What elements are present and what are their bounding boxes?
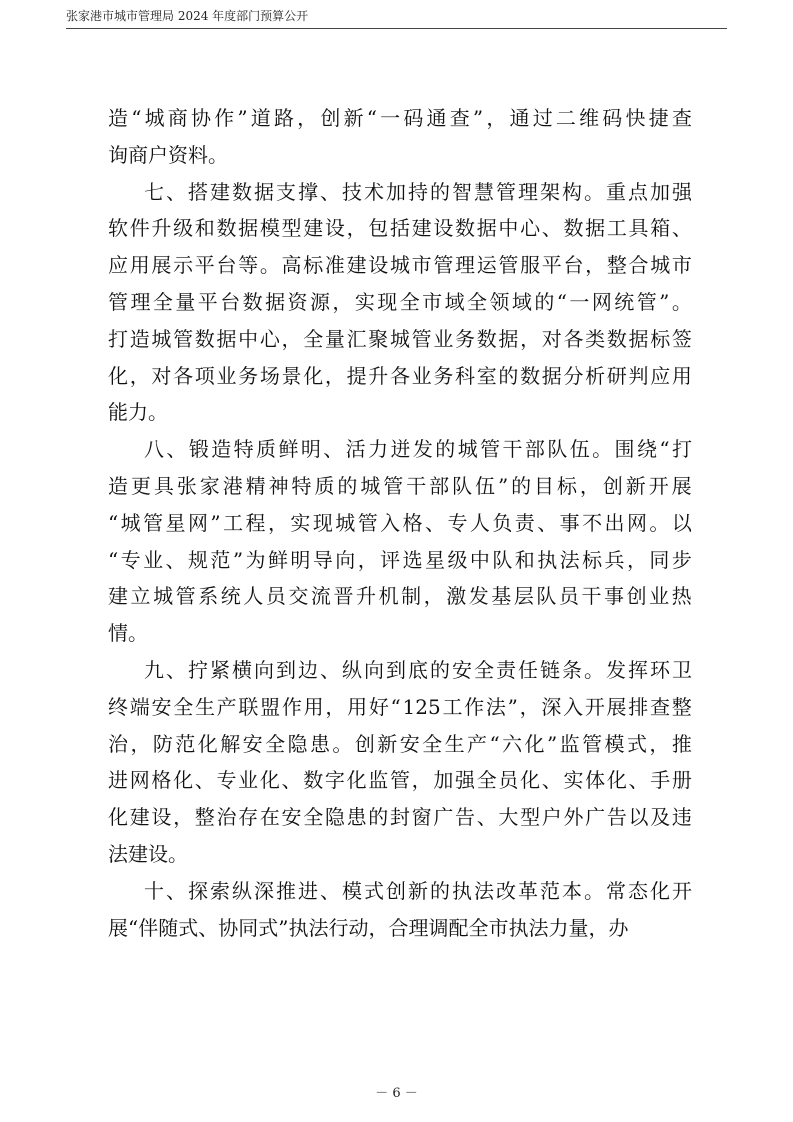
paragraph-line: 应 用 展 示 平 台 等 。 高 标 准 建 设 城 市 管 理 运 管 服 平 台 ， 整 合 城 市 (108, 253, 692, 278)
paragraph-line: 管 理 全 量 平 台 数 据 资 源 ， 实 现 全 市 域 全 领 域 的 “ 一 网 统 管 ” 。 (108, 289, 692, 314)
paragraph-line: “ 专 业 、 规 范 ” 为 鲜 明 导 向 ， 评 选 星 级 中 队 和 执 法 标 兵 ， 同 步 (108, 547, 692, 572)
paragraph-line: 十 、 探 索 纵 深 推 进 、 模 式 创 新 的 执 法 改 革 范 本 。 常 态 化 开 (144, 878, 692, 903)
paragraph-line: 九 、 拧 紧 横 向 到 边 、 纵 向 到 底 的 安 全 责 任 链 条 。 发 挥 环 卫 (144, 657, 692, 682)
paragraph-line: 打 造 城 管 数 据 中 心 ， 全 量 汇 聚 城 管 业 务 数 据 ， 对 各 类 数 据 标 签 (108, 326, 692, 351)
paragraph-line: 软 件 升 级 和 数 据 模 型 建 设 ， 包 括 建 设 数 据 中 心 、 数 据 工 具 箱 、 (108, 216, 692, 241)
paragraph (108, 174, 692, 432)
paragraph (108, 100, 692, 174)
paragraph-line: 询商户资料。 (108, 142, 228, 167)
header-divider (66, 28, 727, 29)
paragraph-line: 造 更 具 张 家 港 精 神 特 质 的 城 管 干 部 队 伍 ” 的 目 标 ， 创 新 开 展 (108, 473, 692, 498)
page-number: － 6 － (375, 1086, 418, 1101)
paragraph-line: 能力。 (108, 400, 168, 425)
paragraph-line: 七 、 搭 建 数 据 支 撑 、 技 术 加 持 的 智 慧 管 理 架 构 。 重 点 加 强 (144, 179, 692, 204)
paragraph-line: 法建设。 (108, 841, 188, 866)
document-body (108, 100, 692, 946)
paragraph-line: 八 、 锻 造 特 质 鲜 明 、 活 力 迸 发 的 城 管 干 部 队 伍 。 围 绕 “ 打 (144, 437, 692, 462)
paragraph-line: 治 ， 防 范 化 解 安 全 隐 患 。 创 新 安 全 生 产 “ 六 化 ” 监 管 模 式 ， 推 (108, 731, 692, 756)
paragraph-line: 展“伴随式、协同式”执法行动，合理调配全市执法力量，办 (108, 915, 629, 940)
paragraph-line: “ 城 管 星 网 ” 工 程 ， 实 现 城 管 入 格 、 专 人 负 责 、 事 不 出 网 。 以 (108, 510, 692, 535)
paragraph-line: 建 立 城 管 系 统 人 员 交 流 晋 升 机 制 ， 激 发 基 层 队 员 干 事 创 业 热 (108, 584, 692, 609)
paragraph (108, 873, 692, 947)
paragraph-line: 化 建 设 ， 整 治 存 在 安 全 隐 患 的 封 窗 广 告 、 大 型 户 外 广 告 以 及 违 (108, 805, 692, 830)
paragraph-line: 化 ， 对 各 项 业 务 场 景 化 ， 提 升 各 业 务 科 室 的 数 据 分 析 研 判 应 用 (108, 363, 692, 388)
paragraph-line: 进 网 格 化 、 专 业 化 、 数 字 化 监 管 ， 加 强 全 员 化 、 实 体 化 、 手 册 (108, 768, 692, 793)
page-header: 张家港市城市管理局 2024 年度部门预算公开 (66, 9, 309, 23)
paragraph (108, 652, 692, 873)
paragraph-line: 情。 (108, 621, 148, 646)
paragraph-line: 终 端 安 全 生 产 联 盟 作 用 ， 用 好 “ 125 工 作 法 ” ， 深 入 开 展 排 查 整 (108, 694, 692, 719)
paragraph (108, 431, 692, 652)
paragraph-line: 造 “ 城 商 协 作 ” 道 路 ， 创 新 “ 一 码 通 查 ” ， 通 过 二 维 码 快 捷 查 (108, 106, 692, 130)
